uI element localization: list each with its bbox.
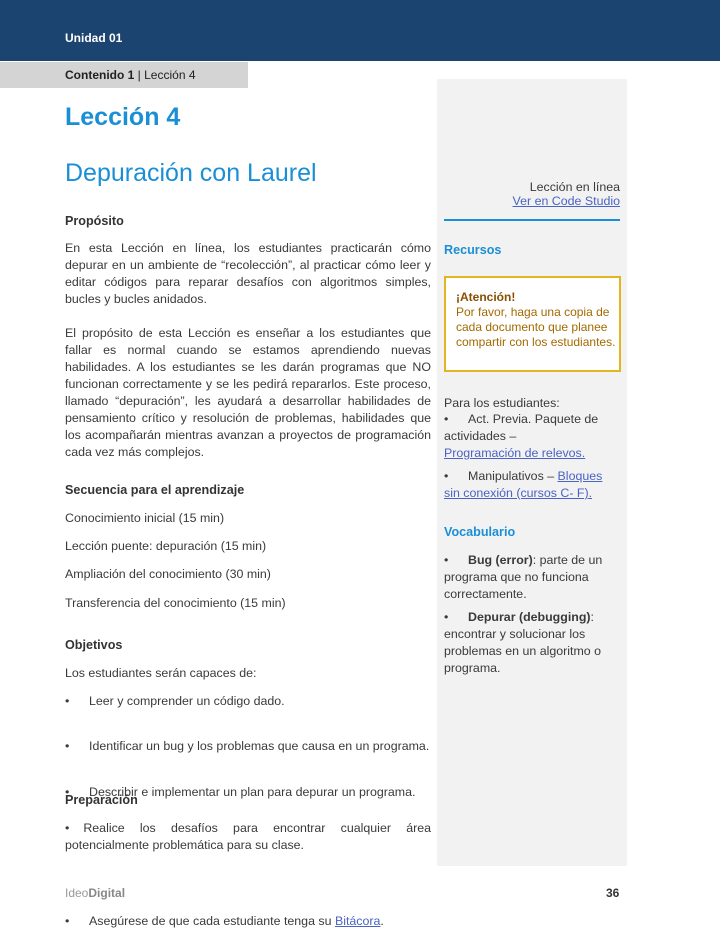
code-studio-link[interactable]: [444, 193, 620, 210]
brand-bold: Digital: [88, 886, 126, 900]
offline-blocks-link[interactable]: Bloques sin conexión (cursos C- F).: [444, 469, 603, 500]
breadcrumb-lesson: Lección 4: [144, 68, 196, 82]
online-lesson-label: Lección en línea: [529, 180, 620, 194]
sequence-item: Transferencia del conocimiento (15 min): [65, 596, 286, 610]
unit-label: Unidad 01: [65, 31, 123, 45]
preparation-item-1-text: Realice los desafíos para encontrar cualquier área potencialmente problemática para su clase.: [65, 821, 431, 852]
breadcrumb: [0, 62, 248, 88]
page-subtitle: Depuración con Laurel: [65, 159, 317, 187]
preparation-item-1: • Realice los desafíos para encontrar cualquier área potencialmente problemática para su clase.: [65, 821, 431, 852]
resources-heading: Recursos: [444, 243, 502, 257]
objective-item: • Leer y comprender un código dado.: [65, 693, 431, 710]
preparation-item-2-end: .: [380, 914, 384, 928]
vocab-term-1: Bug (error): [468, 553, 533, 567]
objective-item: • Describir e implementar un plan para depurar un programa.: [65, 784, 431, 801]
objectives-heading: Objetivos: [65, 638, 123, 652]
breadcrumb-content: Contenido 1: [65, 68, 135, 82]
resource-item-2: • Manipulativos – Bloques sin conexión (cursos C- F).: [444, 469, 603, 500]
attention-body: Por favor, haga una copia de cada documento que planee compartir con los estudiantes.: [456, 305, 616, 349]
preparation-item-2-text: Asegúrese de que cada estudiante tenga su: [89, 914, 335, 928]
page-title: Lección 4: [65, 103, 181, 131]
preparation-heading: Preparación: [65, 793, 138, 807]
purpose-heading: Propósito: [65, 214, 124, 228]
relay-programming-link[interactable]: Programación de relevos.: [444, 446, 586, 460]
preparation-item-2: [65, 913, 431, 930]
sequence-heading: Secuencia para el aprendizaje: [65, 483, 245, 497]
code-studio-link-text[interactable]: Ver en Code Studio: [512, 194, 620, 208]
resource-item-1: • Act. Previa. Paquete de actividades – Programación de relevos.: [444, 412, 599, 460]
sequence-item: Conocimiento inicial (15 min): [65, 511, 225, 525]
footer-brand: [65, 886, 125, 900]
objective-item: • Identificar un bug y los problemas que causa en un programa.: [65, 738, 431, 755]
page-number: 36: [606, 886, 620, 900]
vocab-item-1: • Bug (error): parte de un programa que no funciona correctamente.: [444, 553, 603, 601]
attention-title: ¡Atención!: [456, 290, 516, 304]
vocab-term-2: Depurar (debugging): [468, 610, 591, 624]
vocab-def-2: : encontrar y solucionar los problemas en un algoritmo o programa.: [444, 610, 602, 675]
breadcrumb-separator: |: [134, 68, 145, 82]
attention-box: [444, 276, 621, 372]
sidebar-divider: [444, 219, 620, 221]
sequence-item: Lección puente: depuración (15 min): [65, 539, 267, 553]
vocab-def-1: : parte de un programa que no funciona correctamente.: [444, 553, 603, 601]
vocabulary-heading: Vocabulario: [444, 525, 516, 539]
objectives-intro: Los estudiantes serán capaces de:: [65, 666, 257, 680]
purpose-paragraph-1: En esta Lección en línea, los estudiantes practicarán cómo depurar en un ambiente de “recolección”, al practicar cómo leer y editar códigos para reparar desafíos con algoritmos simples, bucles y bucles anidados.: [65, 241, 431, 306]
resource-item-2-text: Manipulativos –: [468, 469, 558, 483]
purpose-paragraph-2: El propósito de esta Lección es enseñar a los estudiantes que fallar es normal cuando se estamos aprendiendo nuevas habilidades. A los estudiantes se les darán programas que NO funcionan correctamente y se les pedirá repararlos. Este proceso, llamado “depuración”, les ayudará a desarrollar habilidades de pensamiento crítico y resolución de problemas, habilidades que los acompañarán mientras avanzan a proyectos de programación cada vez más complejos.: [65, 326, 431, 459]
vocab-item-2: • Depurar (debugging): encontrar y solucionar los problemas en un algoritmo o programa.: [444, 610, 602, 675]
resource-item-1-text: Act. Previa. Paquete de actividades –: [444, 412, 599, 443]
sequence-item: Ampliación del conocimiento (30 min): [65, 567, 271, 581]
brand-light: Ideo: [65, 886, 89, 900]
students-label: Para los estudiantes:: [444, 396, 560, 410]
bitacora-link[interactable]: Bitácora: [334, 914, 381, 928]
